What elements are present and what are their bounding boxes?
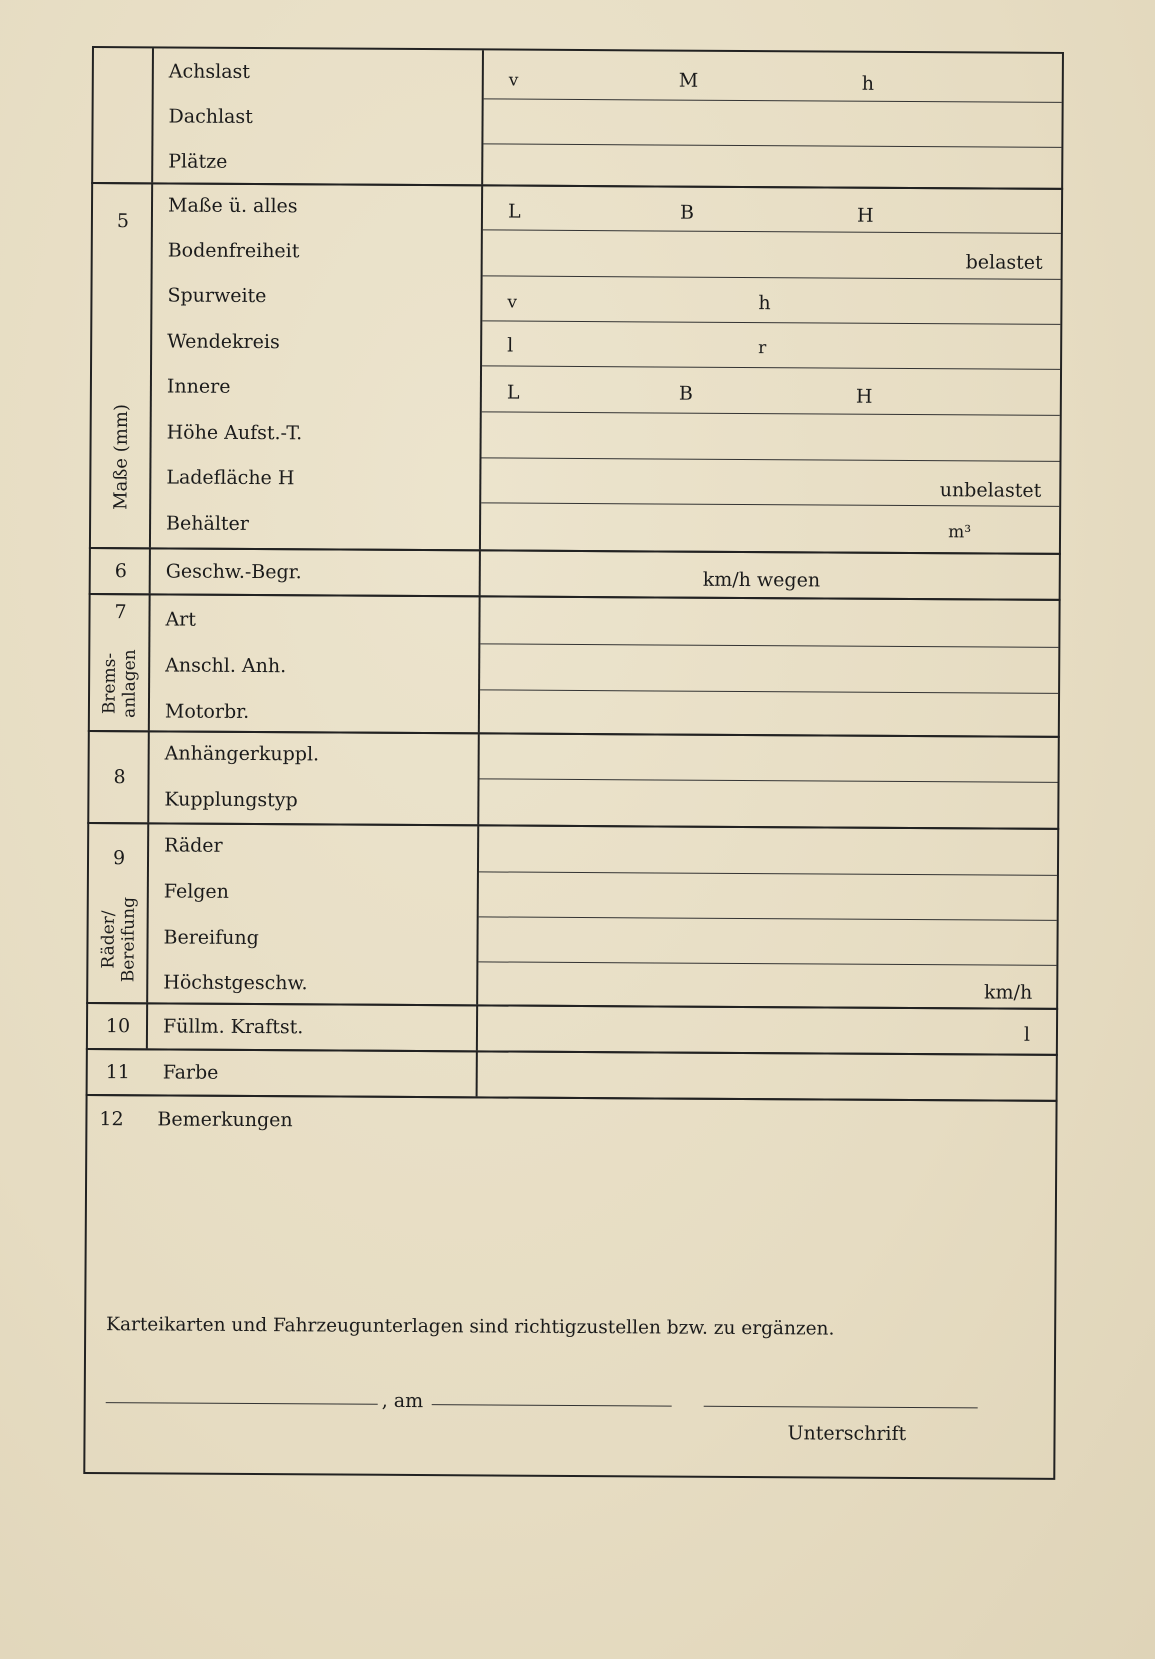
color-field[interactable] [478,1052,1056,1100]
felgen-field[interactable] [479,916,1057,921]
label-fuellm-kraftst: Füllm. Kraftst. [162,1015,304,1039]
bodenfreiheit-unit: belastet [965,251,1043,274]
label-bemerkungen: Bemerkungen [157,1108,293,1132]
label-dachlast: Dachlast [168,105,253,128]
color-label-column [88,1050,478,1096]
label-kupplungstyp: Kupplungstyp [164,788,298,812]
brakes-label-column [150,595,481,732]
brakes-value-column [480,597,1059,736]
label-felgen: Felgen [163,880,230,903]
section-number-7: 7 [114,601,127,624]
fuel-number-cell [88,1004,148,1048]
load-label-column [153,48,484,184]
coupling-value-column [479,734,1058,828]
label-anschl-anh: Anschl. Anh. [165,654,287,678]
section-number-10: 10 [105,1015,131,1038]
label-bereifung: Bereifung [163,926,259,950]
label-bodenfreiheit: Bodenfreiheit [167,239,300,263]
wheels-label-column [148,824,479,1004]
label-ladeflaeche: Ladefläche H [166,466,295,490]
fuel-capacity-field[interactable] [478,1006,1056,1054]
label-wendekreis: Wendekreis [167,330,280,354]
innere-length-label: L [506,381,520,404]
color-section [86,1048,1058,1102]
brakes-title [99,628,140,738]
ladeflaeche-unit: unbelastet [939,479,1042,502]
wheels-title-line-1: Räder/ [98,910,119,969]
label-hoechstgeschw: Höchstgeschw. [163,971,308,995]
section-number-11: 11 [105,1061,130,1084]
wendekreis-right-label: r [758,338,767,359]
brakes-title-line-2: anlagen [119,649,141,718]
bodenfreiheit-field[interactable] [483,275,1061,280]
hoehe-aufst-field[interactable] [481,457,1059,462]
wheels-title [98,877,140,1002]
behaelter-unit: m³ [948,522,972,543]
brakes-section [88,593,1061,738]
achslast-field[interactable] [484,98,1062,103]
raeder-field[interactable] [479,871,1057,876]
dimensions-number-cell [91,184,153,547]
coupling-section [87,730,1060,830]
masse-field[interactable] [483,229,1061,234]
instruction-note: Karteikarten und Fahrzeugunterlagen sind richtigzustellen bzw. zu ergänzen. [106,1314,835,1340]
brake-type-field[interactable] [480,643,1058,648]
achslast-rear-label: h [861,72,875,95]
spurweite-front-label: v [507,292,518,313]
dimensions-value-column [481,186,1061,553]
place-field[interactable] [106,1402,378,1405]
label-farbe: Farbe [162,1061,219,1084]
section-number-12: 12 [99,1108,124,1131]
dimensions-title: Maße (mm) [110,404,133,510]
remarks-section [83,1094,1057,1480]
fuel-label-column [148,1004,478,1050]
wheels-number-cell [88,824,149,1002]
label-spurweite: Spurweite [167,284,267,308]
brakes-number-cell [90,595,151,730]
spurweite-field[interactable] [482,320,1060,325]
brakes-title-line-1: Brems- [99,652,120,715]
label-anhaengerkuppl: Anhängerkuppl. [164,742,320,766]
vehicle-data-form [83,46,1064,1540]
signature-label: Unterschrift [787,1422,907,1445]
innere-field[interactable] [482,411,1060,416]
wheels-section [86,822,1059,1010]
innere-width-label: B [678,382,693,405]
speed-limit-label-column [151,549,481,595]
section-number-9: 9 [112,847,126,870]
speed-limit-field[interactable] [481,551,1059,599]
speed-limit-section [89,547,1061,601]
label-hoehe-aufst: Höhe Aufst.-T. [166,421,303,445]
speed-limit-unit: km/h wegen [702,568,821,592]
top-speed-unit: km/h [983,981,1033,1004]
spurweite-rear-label: h [758,292,771,315]
label-art: Art [165,608,197,631]
load-number-cell [93,48,154,182]
achslast-middle-label: M [678,69,699,92]
section-number-5: 5 [116,210,130,233]
label-masse-ueber-alles: Maße ü. alles [167,194,298,218]
wheels-value-column [478,826,1057,1008]
load-value-column [483,50,1062,188]
date-field[interactable] [432,1404,672,1406]
innere-height-label: H [855,385,873,408]
wendekreis-left-label: l [507,334,514,357]
trailer-coupling-field[interactable] [480,778,1058,783]
masse-width-label: B [679,201,695,224]
section-number-8: 8 [113,766,126,789]
dimensions-section [89,182,1063,555]
masse-length-label: L [507,200,521,223]
fuel-unit: l [1023,1023,1031,1046]
masse-height-label: H [856,204,874,227]
label-raeder: Räder [164,834,223,857]
remarks-field[interactable] [96,1146,1045,1312]
label-innere: Innere [166,375,231,398]
wendekreis-field[interactable] [482,365,1060,370]
signature-field[interactable] [704,1406,978,1409]
section-number-6: 6 [114,560,127,583]
achslast-front-label: v [508,70,519,91]
load-section [91,46,1064,190]
dimensions-label-column [151,184,483,549]
trailer-brake-field[interactable] [480,689,1058,694]
label-achslast: Achslast [168,60,251,83]
speed-limit-number-cell [91,549,151,593]
bereifung-field[interactable] [478,961,1056,966]
wheels-title-line-2: Bereifung [118,896,140,983]
label-motorbr: Motorbr. [164,700,250,723]
dachlast-field[interactable] [483,143,1061,148]
coupling-number-cell [89,732,150,822]
label-behaelter: Behälter [166,512,249,535]
label-geschw-begr: Geschw.-Begr. [165,560,302,584]
date-prefix: , am [381,1389,424,1413]
fuel-section [86,1002,1058,1056]
coupling-label-column [149,732,480,824]
ladeflaeche-field[interactable] [481,502,1059,507]
label-plaetze: Plätze [168,150,228,173]
